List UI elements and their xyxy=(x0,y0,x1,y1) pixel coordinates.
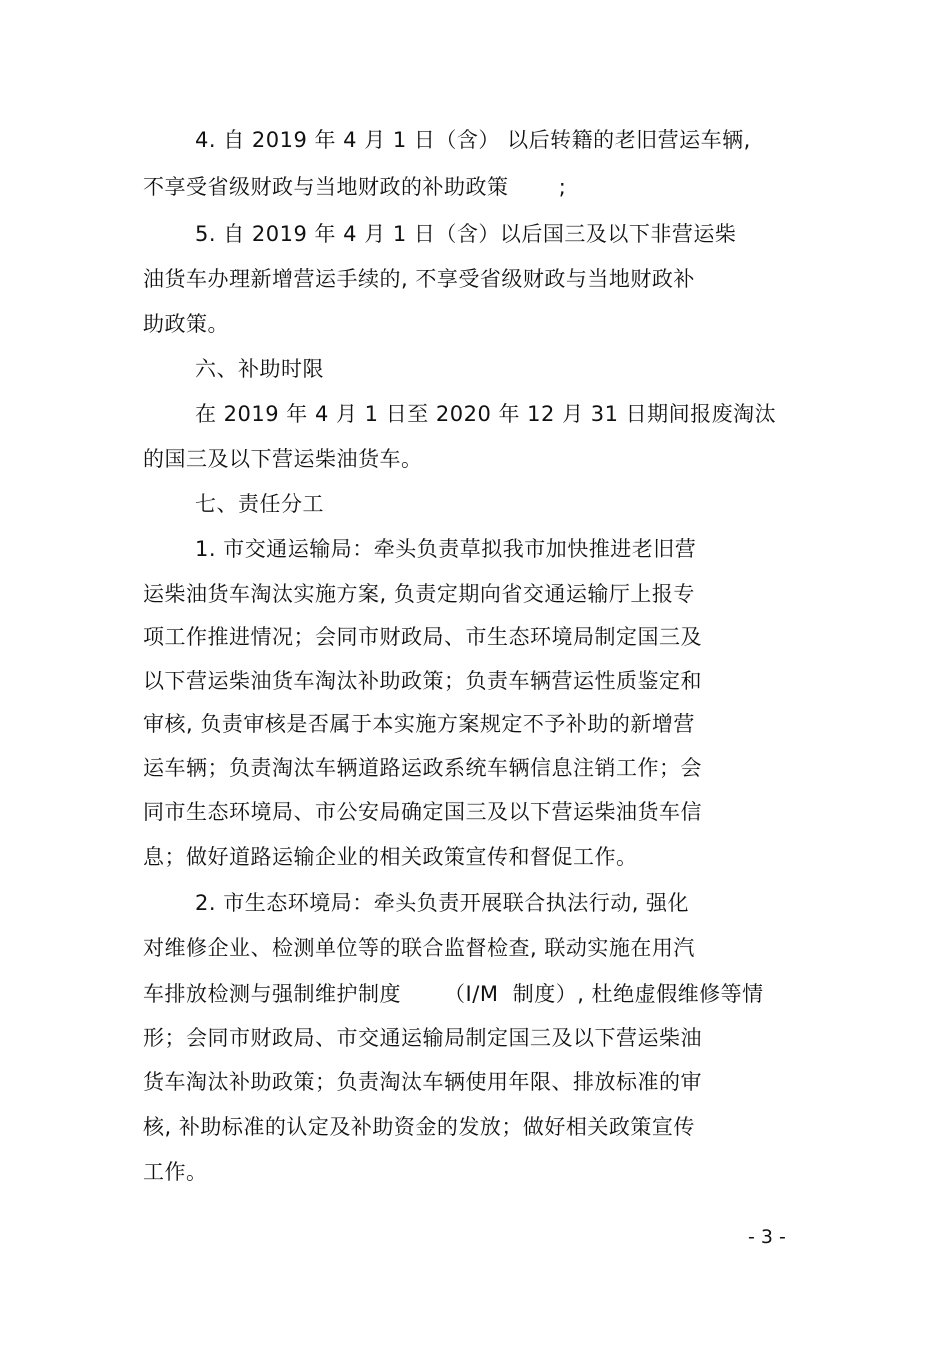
text-line: 息；做好道路运输企业的相关政策宣传和督促工作。 xyxy=(143,845,638,869)
section-heading: 七、责任分工 xyxy=(195,492,324,516)
text-line: 车排放检测与强制维护制度 （I/M 制度）, 杜绝虚假维修等情 xyxy=(143,982,764,1006)
text-line: 项工作推进情况；会同市财政局、市生态环境局制定国三及 xyxy=(143,625,702,649)
text-line: 对维修企业、检测单位等的联合监督检查, 联动实施在用汽 xyxy=(143,936,695,960)
text-line: 1. 市交通运输局：牵头负责草拟我市加快推进老旧营 xyxy=(195,537,697,561)
text-line: 2. 市生态环境局：牵头负责开展联合执法行动, 强化 xyxy=(195,891,690,915)
text-line: 助政策。 xyxy=(143,312,229,336)
text-line: 不享受省级财政与当地财政的补助政策 ; xyxy=(143,175,567,199)
text-line: 同市生态环境局、市公安局确定国三及以下营运柴油货车信 xyxy=(143,800,702,824)
text-line: 4. 自 2019 年 4 月 1 日（含） 以后转籍的老旧营运车辆, xyxy=(195,128,751,152)
text-line: 5. 自 2019 年 4 月 1 日（含）以后国三及以下非营运柴 xyxy=(195,222,737,246)
text-line: 以下营运柴油货车淘汰补助政策；负责车辆营运性质鉴定和 xyxy=(143,669,702,693)
text-line: 的国三及以下营运柴油货车。 xyxy=(143,447,423,471)
text-line: 货车淘汰补助政策；负责淘汰车辆使用年限、排放标准的审 xyxy=(143,1070,702,1094)
text-line: 工作。 xyxy=(143,1160,208,1184)
page-number: - 3 - xyxy=(748,1226,786,1248)
section-heading: 六、补助时限 xyxy=(195,357,324,381)
text-line: 形；会同市财政局、市交通运输局制定国三及以下营运柴油 xyxy=(143,1026,702,1050)
text-line: 运柴油货车淘汰实施方案, 负责定期向省交通运输厅上报专 xyxy=(143,582,695,606)
text-line: 油货车办理新增营运手续的, 不享受省级财政与当地财政补 xyxy=(143,267,695,291)
text-line: 审核, 负责审核是否属于本实施方案规定不予补助的新增营 xyxy=(143,712,695,736)
text-line: 核, 补助标准的认定及补助资金的发放；做好相关政策宣传 xyxy=(143,1115,695,1139)
text-line: 在 2019 年 4 月 1 日至 2020 年 12 月 31 日期间报废淘汰 xyxy=(195,402,777,426)
text-line: 运车辆；负责淘汰车辆道路运政系统车辆信息注销工作；会 xyxy=(143,756,702,780)
